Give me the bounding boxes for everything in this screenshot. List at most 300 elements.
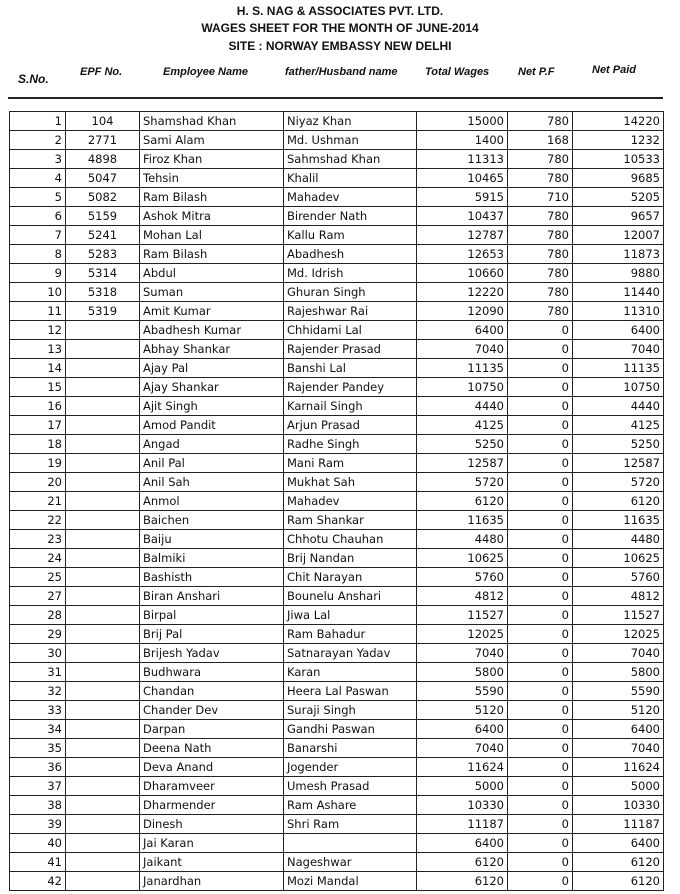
father-name-cell: Banshi Lal [284, 359, 417, 378]
net-pf-cell: 0 [508, 872, 573, 891]
father-name-cell: Brij Nandan [284, 549, 417, 568]
father-name-cell: Rajender Prasad [284, 340, 417, 359]
net-pf-cell: 0 [508, 359, 573, 378]
net-pf-cell: 0 [508, 815, 573, 834]
net-paid-cell: 4812 [573, 587, 664, 606]
total-wages-cell: 10465 [417, 169, 508, 188]
father-name-cell: Radhe Singh [284, 435, 417, 454]
table-row [10, 321, 664, 340]
employee-name-cell: Biran Anshari [140, 587, 284, 606]
employee-name-cell: Jaikant [140, 853, 284, 872]
father-name-cell: Ghuran Singh [284, 283, 417, 302]
net-paid-cell: 4480 [573, 530, 664, 549]
total-wages-cell: 4480 [417, 530, 508, 549]
father-name-cell: Umesh Prasad [284, 777, 417, 796]
father-name-cell: Mani Ram [284, 454, 417, 473]
epf-cell: 5314 [66, 264, 140, 283]
epf-cell [66, 549, 140, 568]
sno-cell: 35 [10, 739, 66, 758]
epf-cell [66, 397, 140, 416]
table-row [10, 340, 664, 359]
net-pf-cell: 0 [508, 378, 573, 397]
net-pf-cell: 168 [508, 131, 573, 150]
employee-name-cell: Ram Bilash [140, 188, 284, 207]
epf-cell: 5319 [66, 302, 140, 321]
net-pf-cell: 0 [508, 492, 573, 511]
epf-cell [66, 872, 140, 891]
employee-name-cell: Darpan [140, 720, 284, 739]
epf-cell [66, 340, 140, 359]
employee-name-cell: Deena Nath [140, 739, 284, 758]
net-paid-cell: 7040 [573, 340, 664, 359]
total-wages-cell: 7040 [417, 340, 508, 359]
net-pf-cell: 0 [508, 720, 573, 739]
total-wages-cell: 6120 [417, 872, 508, 891]
company-name: H. S. NAG & ASSOCIATES PVT. LTD. [236, 4, 444, 18]
father-name-cell: Bounelu Anshari [284, 587, 417, 606]
net-pf-cell: 780 [508, 169, 573, 188]
total-wages-cell: 12653 [417, 245, 508, 264]
father-name-cell: Mahadev [284, 188, 417, 207]
table-row [10, 872, 664, 891]
sno-cell: 9 [10, 264, 66, 283]
net-pf-cell: 0 [508, 340, 573, 359]
net-paid-cell: 5250 [573, 435, 664, 454]
father-name-cell: Sahmshad Khan [284, 150, 417, 169]
sno-cell: 5 [10, 188, 66, 207]
table-row [10, 606, 664, 625]
epf-cell: 5318 [66, 283, 140, 302]
sno-cell: 12 [10, 321, 66, 340]
father-name-cell: Md. Idrish [284, 264, 417, 283]
header-rule [8, 97, 663, 99]
total-wages-cell: 12090 [417, 302, 508, 321]
epf-cell [66, 473, 140, 492]
employee-name-cell: Birpal [140, 606, 284, 625]
net-pf-cell: 0 [508, 625, 573, 644]
sno-cell: 16 [10, 397, 66, 416]
sno-cell: 36 [10, 758, 66, 777]
father-name-cell: Niyaz Khan [284, 112, 417, 131]
net-pf-cell: 780 [508, 283, 573, 302]
father-name-cell: Abadhesh [284, 245, 417, 264]
epf-cell [66, 625, 140, 644]
sno-cell: 27 [10, 587, 66, 606]
total-wages-cell: 7040 [417, 739, 508, 758]
epf-cell [66, 739, 140, 758]
employee-name-cell: Firoz Khan [140, 150, 284, 169]
col-header-pf: Net P.F [518, 66, 555, 78]
sno-cell: 41 [10, 853, 66, 872]
table-row [10, 511, 664, 530]
total-wages-cell: 6400 [417, 321, 508, 340]
employee-name-cell: Ashok Mitra [140, 207, 284, 226]
table-row [10, 777, 664, 796]
table-row [10, 853, 664, 872]
employee-name-cell: Amit Kumar [140, 302, 284, 321]
sno-cell: 24 [10, 549, 66, 568]
epf-cell [66, 454, 140, 473]
total-wages-cell: 4125 [417, 416, 508, 435]
epf-cell [66, 682, 140, 701]
net-paid-cell: 5205 [573, 188, 664, 207]
employee-name-cell: Shamshad Khan [140, 112, 284, 131]
net-pf-cell: 0 [508, 473, 573, 492]
sno-cell: 1 [10, 112, 66, 131]
epf-cell [66, 511, 140, 530]
net-paid-cell: 6120 [573, 853, 664, 872]
sno-cell: 29 [10, 625, 66, 644]
net-paid-cell: 11135 [573, 359, 664, 378]
table-row [10, 169, 664, 188]
sno-cell: 25 [10, 568, 66, 587]
net-paid-cell: 12025 [573, 625, 664, 644]
table-row [10, 758, 664, 777]
employee-name-cell: Mohan Lal [140, 226, 284, 245]
epf-cell: 5047 [66, 169, 140, 188]
net-pf-cell: 0 [508, 758, 573, 777]
table-row [10, 302, 664, 321]
net-paid-cell: 5800 [573, 663, 664, 682]
epf-cell [66, 834, 140, 853]
father-name-cell: Karnail Singh [284, 397, 417, 416]
net-pf-cell: 0 [508, 739, 573, 758]
epf-cell [66, 758, 140, 777]
table-row [10, 796, 664, 815]
total-wages-cell: 10660 [417, 264, 508, 283]
sno-cell: 3 [10, 150, 66, 169]
net-paid-cell: 9657 [573, 207, 664, 226]
net-paid-cell: 6120 [573, 492, 664, 511]
epf-cell: 2771 [66, 131, 140, 150]
sno-cell: 42 [10, 872, 66, 891]
net-pf-cell: 0 [508, 777, 573, 796]
father-name-cell: Ram Bahadur [284, 625, 417, 644]
sno-cell: 32 [10, 682, 66, 701]
sheet-title: WAGES SHEET FOR THE MONTH OF JUNE-2014 [201, 21, 479, 35]
father-name-cell: Mozi Mandal [284, 872, 417, 891]
site-name: SITE : NORWAY EMBASSY NEW DELHI [228, 39, 452, 53]
total-wages-cell: 6400 [417, 720, 508, 739]
net-paid-cell: 10625 [573, 549, 664, 568]
table-row [10, 283, 664, 302]
employee-name-cell: Deva Anand [140, 758, 284, 777]
col-header-name: Employee Name [163, 66, 248, 78]
total-wages-cell: 12220 [417, 283, 508, 302]
total-wages-cell: 6400 [417, 834, 508, 853]
net-paid-cell: 5000 [573, 777, 664, 796]
epf-cell [66, 378, 140, 397]
total-wages-cell: 10437 [417, 207, 508, 226]
total-wages-cell: 7040 [417, 644, 508, 663]
table-row [10, 473, 664, 492]
father-name-cell: Karan [284, 663, 417, 682]
table-row [10, 834, 664, 853]
table-row [10, 739, 664, 758]
father-name-cell: Rajender Pandey [284, 378, 417, 397]
epf-cell: 5241 [66, 226, 140, 245]
net-paid-cell: 11310 [573, 302, 664, 321]
sno-cell: 15 [10, 378, 66, 397]
employee-name-cell: Chander Dev [140, 701, 284, 720]
father-name-cell: Banarshi [284, 739, 417, 758]
employee-name-cell: Abhay Shankar [140, 340, 284, 359]
col-header-net: Net Paid [592, 64, 637, 76]
epf-cell [66, 701, 140, 720]
epf-cell: 5283 [66, 245, 140, 264]
net-paid-cell: 6400 [573, 834, 664, 853]
net-pf-cell: 0 [508, 606, 573, 625]
sno-cell: 22 [10, 511, 66, 530]
employee-name-cell: Bashisth [140, 568, 284, 587]
net-paid-cell: 7040 [573, 739, 664, 758]
net-pf-cell: 0 [508, 397, 573, 416]
sno-cell: 34 [10, 720, 66, 739]
epf-cell [66, 815, 140, 834]
net-paid-cell: 10330 [573, 796, 664, 815]
net-paid-cell: 6120 [573, 872, 664, 891]
total-wages-cell: 5720 [417, 473, 508, 492]
net-pf-cell: 0 [508, 530, 573, 549]
epf-cell [66, 359, 140, 378]
father-name-cell: Ram Shankar [284, 511, 417, 530]
table-row [10, 815, 664, 834]
table-row [10, 264, 664, 283]
net-pf-cell: 0 [508, 321, 573, 340]
wages-table-body [10, 112, 664, 891]
employee-name-cell: Ram Bilash [140, 245, 284, 264]
wages-table [9, 111, 664, 891]
sno-cell: 4 [10, 169, 66, 188]
net-paid-cell: 11187 [573, 815, 664, 834]
epf-cell [66, 321, 140, 340]
total-wages-cell: 12025 [417, 625, 508, 644]
father-name-cell: Heera Lal Paswan [284, 682, 417, 701]
total-wages-cell: 10625 [417, 549, 508, 568]
table-row [10, 663, 664, 682]
epf-cell [66, 644, 140, 663]
net-pf-cell: 0 [508, 511, 573, 530]
table-row [10, 568, 664, 587]
father-name-cell: Birender Nath [284, 207, 417, 226]
net-pf-cell: 780 [508, 226, 573, 245]
sno-cell: 21 [10, 492, 66, 511]
net-paid-cell: 12007 [573, 226, 664, 245]
net-pf-cell: 0 [508, 454, 573, 473]
table-row [10, 435, 664, 454]
table-row [10, 226, 664, 245]
father-name-cell: Nageshwar [284, 853, 417, 872]
epf-cell [66, 492, 140, 511]
net-pf-cell: 0 [508, 644, 573, 663]
employee-name-cell: Brij Pal [140, 625, 284, 644]
employee-name-cell: Dharamveer [140, 777, 284, 796]
epf-cell [66, 853, 140, 872]
total-wages-cell: 10330 [417, 796, 508, 815]
father-name-cell [284, 834, 417, 853]
net-paid-cell: 7040 [573, 644, 664, 663]
sno-cell: 7 [10, 226, 66, 245]
net-pf-cell: 0 [508, 587, 573, 606]
epf-cell [66, 530, 140, 549]
father-name-cell: Khalil [284, 169, 417, 188]
net-pf-cell: 0 [508, 435, 573, 454]
net-paid-cell: 14220 [573, 112, 664, 131]
sno-cell: 28 [10, 606, 66, 625]
total-wages-cell: 11135 [417, 359, 508, 378]
net-paid-cell: 10750 [573, 378, 664, 397]
total-wages-cell: 1400 [417, 131, 508, 150]
father-name-cell: Chhidami Lal [284, 321, 417, 340]
epf-cell [66, 587, 140, 606]
table-row [10, 549, 664, 568]
epf-cell [66, 435, 140, 454]
total-wages-cell: 11527 [417, 606, 508, 625]
sno-cell: 38 [10, 796, 66, 815]
total-wages-cell: 5800 [417, 663, 508, 682]
employee-name-cell: Angad [140, 435, 284, 454]
employee-name-cell: Dharmender [140, 796, 284, 815]
col-header-father: father/Husband name [285, 66, 398, 78]
table-row [10, 131, 664, 150]
net-paid-cell: 4440 [573, 397, 664, 416]
father-name-cell: Mahadev [284, 492, 417, 511]
employee-name-cell: Anil Sah [140, 473, 284, 492]
epf-cell: 104 [66, 112, 140, 131]
sno-cell: 40 [10, 834, 66, 853]
epf-cell [66, 777, 140, 796]
net-paid-cell: 11440 [573, 283, 664, 302]
net-pf-cell: 0 [508, 701, 573, 720]
table-row [10, 454, 664, 473]
table-row [10, 378, 664, 397]
net-pf-cell: 780 [508, 302, 573, 321]
net-pf-cell: 780 [508, 264, 573, 283]
table-row [10, 644, 664, 663]
total-wages-cell: 11635 [417, 511, 508, 530]
table-row [10, 587, 664, 606]
total-wages-cell: 5760 [417, 568, 508, 587]
father-name-cell: Satnarayan Yadav [284, 644, 417, 663]
total-wages-cell: 12787 [417, 226, 508, 245]
net-pf-cell: 780 [508, 207, 573, 226]
father-name-cell: Ram Ashare [284, 796, 417, 815]
col-header-epf: EPF No. [80, 66, 123, 78]
net-paid-cell: 4125 [573, 416, 664, 435]
total-wages-cell: 5120 [417, 701, 508, 720]
sno-cell: 17 [10, 416, 66, 435]
father-name-cell: Kallu Ram [284, 226, 417, 245]
total-wages-cell: 11624 [417, 758, 508, 777]
col-header-sno: S.No. [18, 72, 49, 86]
total-wages-cell: 4812 [417, 587, 508, 606]
father-name-cell: Suraji Singh [284, 701, 417, 720]
sno-cell: 18 [10, 435, 66, 454]
father-name-cell: Shri Ram [284, 815, 417, 834]
net-pf-cell: 0 [508, 796, 573, 815]
table-row [10, 207, 664, 226]
total-wages-cell: 5590 [417, 682, 508, 701]
employee-name-cell: Suman [140, 283, 284, 302]
employee-name-cell: Dinesh [140, 815, 284, 834]
total-wages-cell: 15000 [417, 112, 508, 131]
sno-cell: 30 [10, 644, 66, 663]
total-wages-cell: 5000 [417, 777, 508, 796]
sno-cell: 20 [10, 473, 66, 492]
table-row [10, 188, 664, 207]
net-pf-cell: 0 [508, 568, 573, 587]
father-name-cell: Jiwa Lal [284, 606, 417, 625]
father-name-cell: Md. Ushman [284, 131, 417, 150]
employee-name-cell: Amod Pandit [140, 416, 284, 435]
table-row [10, 359, 664, 378]
sno-cell: 31 [10, 663, 66, 682]
father-name-cell: Chhotu Chauhan [284, 530, 417, 549]
employee-name-cell: Balmiki [140, 549, 284, 568]
epf-cell: 5082 [66, 188, 140, 207]
employee-name-cell: Ajit Singh [140, 397, 284, 416]
net-pf-cell: 0 [508, 549, 573, 568]
net-pf-cell: 780 [508, 245, 573, 264]
employee-name-cell: Abdul [140, 264, 284, 283]
epf-cell [66, 663, 140, 682]
employee-name-cell: Sami Alam [140, 131, 284, 150]
employee-name-cell: Baiju [140, 530, 284, 549]
employee-name-cell: Chandan [140, 682, 284, 701]
sno-cell: 14 [10, 359, 66, 378]
employee-name-cell: Anmol [140, 492, 284, 511]
total-wages-cell: 10750 [417, 378, 508, 397]
epf-cell [66, 606, 140, 625]
father-name-cell: Arjun Prasad [284, 416, 417, 435]
employee-name-cell: Tehsin [140, 169, 284, 188]
sno-cell: 23 [10, 530, 66, 549]
total-wages-cell: 11187 [417, 815, 508, 834]
table-row [10, 530, 664, 549]
table-row [10, 682, 664, 701]
employee-name-cell: Anil Pal [140, 454, 284, 473]
sno-cell: 10 [10, 283, 66, 302]
total-wages-cell: 4440 [417, 397, 508, 416]
net-pf-cell: 710 [508, 188, 573, 207]
net-pf-cell: 0 [508, 416, 573, 435]
sno-cell: 8 [10, 245, 66, 264]
net-pf-cell: 0 [508, 682, 573, 701]
total-wages-cell: 5250 [417, 435, 508, 454]
net-paid-cell: 10533 [573, 150, 664, 169]
employee-name-cell: Brijesh Yadav [140, 644, 284, 663]
net-pf-cell: 780 [508, 150, 573, 169]
table-row [10, 245, 664, 264]
net-paid-cell: 11873 [573, 245, 664, 264]
father-name-cell: Chit Narayan [284, 568, 417, 587]
father-name-cell: Mukhat Sah [284, 473, 417, 492]
total-wages-cell: 11313 [417, 150, 508, 169]
father-name-cell: Gandhi Paswan [284, 720, 417, 739]
father-name-cell: Rajeshwar Rai [284, 302, 417, 321]
sno-cell: 6 [10, 207, 66, 226]
net-paid-cell: 5120 [573, 701, 664, 720]
net-pf-cell: 0 [508, 834, 573, 853]
net-paid-cell: 11527 [573, 606, 664, 625]
sno-cell: 39 [10, 815, 66, 834]
table-row [10, 720, 664, 739]
net-paid-cell: 5720 [573, 473, 664, 492]
net-pf-cell: 0 [508, 663, 573, 682]
table-row [10, 492, 664, 511]
employee-name-cell: Jai Karan [140, 834, 284, 853]
sno-cell: 13 [10, 340, 66, 359]
